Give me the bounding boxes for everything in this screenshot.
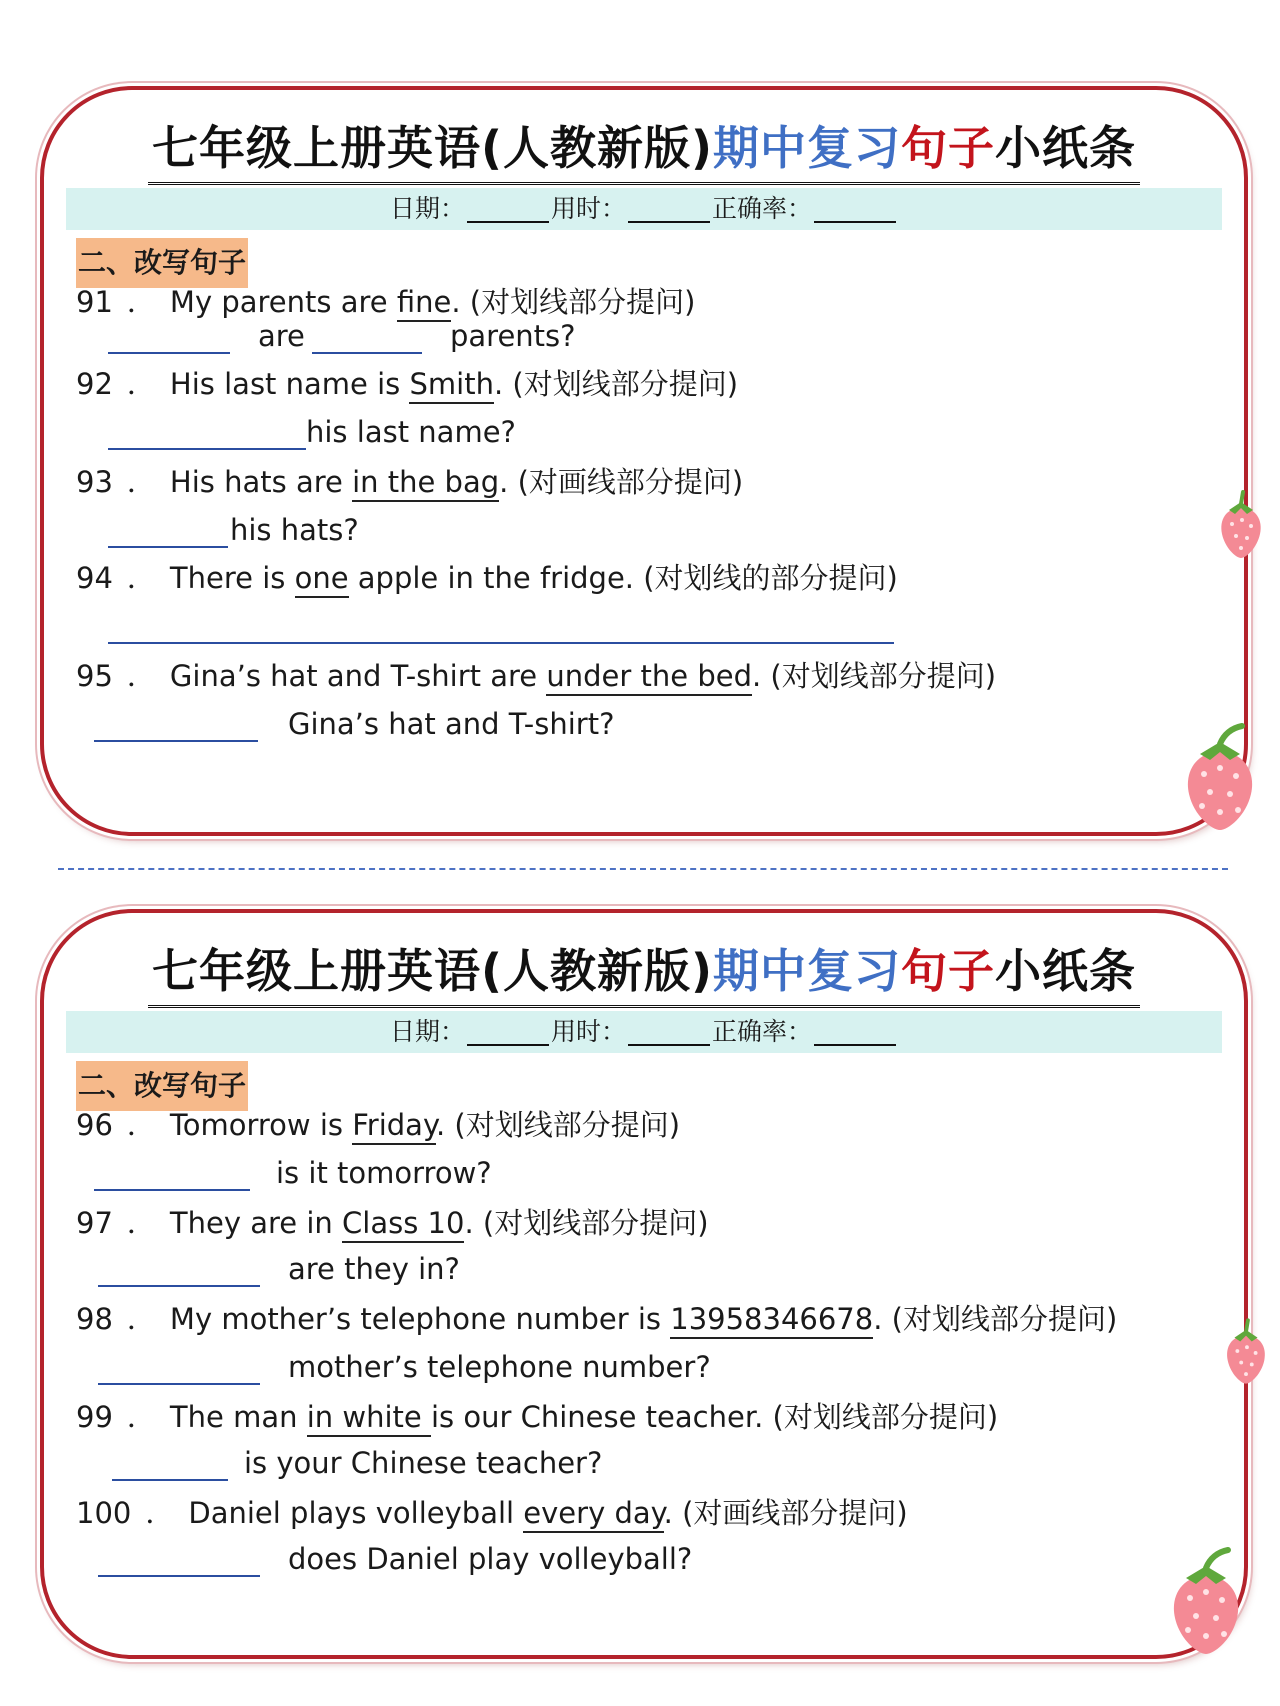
underlined-part: 13958346678 [670, 1302, 873, 1339]
answer-blank[interactable] [94, 1189, 250, 1191]
time-field[interactable] [628, 1016, 710, 1046]
question-text: Gina’s hat and T-shirt are [169, 659, 547, 693]
question-dot: ． [126, 367, 156, 401]
question-text: Tomorrow is [169, 1108, 353, 1142]
answer-text: are [258, 319, 305, 353]
question-92 [76, 364, 738, 404]
underlined-part: in white [307, 1400, 431, 1437]
question-dot: ． [126, 659, 156, 693]
date-label: 日期： [389, 1017, 465, 1046]
question-text: They are in [169, 1206, 343, 1240]
question-instruction: . (对划线部分提问) [451, 285, 696, 319]
date-label: 日期： [389, 194, 465, 223]
section-tag: 二、改写句子 [76, 1061, 248, 1111]
title-part-black-end: 小纸条 [995, 121, 1137, 175]
question-number: 99 [76, 1400, 113, 1434]
answer-blank[interactable] [112, 1479, 228, 1481]
question-instruction: . (对划线部分提问) [435, 1108, 681, 1142]
underlined-part: under the bed [546, 659, 752, 696]
question-95 [76, 656, 996, 696]
question-text: My parents are [169, 285, 397, 319]
title-part-black: 七年级上册英语(人教新版) [151, 121, 714, 175]
question-instruction: . (对划线部分提问) [873, 1302, 1118, 1336]
question-instruction: . (对划线部分提问) [493, 367, 739, 401]
underlined-part: fine [397, 285, 452, 322]
date-field[interactable] [467, 1016, 549, 1046]
date-field[interactable] [467, 193, 549, 223]
title-part-black-end: 小纸条 [995, 944, 1137, 998]
title-part-blue: 期中复习 [713, 944, 902, 998]
answer-text: his hats? [230, 513, 359, 547]
answer-blank[interactable] [312, 352, 422, 354]
question-instruction: . (对画线部分提问) [663, 1496, 908, 1530]
question-98 [76, 1299, 1117, 1339]
underlined-part: Class 10 [342, 1206, 464, 1243]
title-part-black: 七年级上册英语(人教新版) [151, 944, 714, 998]
question-number: 96 [76, 1108, 113, 1142]
time-label: 用时： [550, 1017, 626, 1046]
answer-blank[interactable] [98, 1285, 260, 1287]
question-text: Daniel plays volleyball [188, 1496, 524, 1530]
answer-blank[interactable] [98, 1575, 260, 1577]
worksheet-card-2 [40, 909, 1248, 1659]
worksheet-title [44, 941, 1244, 1008]
answer-blank-long[interactable] [108, 642, 894, 644]
underlined-part: in the bag [352, 465, 499, 502]
question-instruction: . (对划线部分提问) [464, 1206, 709, 1240]
question-dot: ． [126, 561, 156, 595]
answer-text: is your Chinese teacher? [244, 1446, 603, 1480]
question-instruction: . (对画线部分提问) [499, 465, 744, 499]
question-instruction: . (对划线部分提问) [751, 659, 997, 693]
time-label: 用时： [550, 194, 626, 223]
answer-blank[interactable] [108, 448, 306, 450]
info-bar [66, 1011, 1222, 1053]
cut-line-divider [58, 868, 1228, 870]
worksheet-card-1 [40, 86, 1248, 836]
underlined-part: Smith [409, 367, 493, 404]
title-part-blue: 期中复习 [713, 121, 902, 175]
question-text: My mother’s telephone number is [169, 1302, 671, 1336]
answer-text: is it tomorrow? [276, 1156, 492, 1190]
question-instruction: is our Chinese teacher. (对划线部分提问) [430, 1400, 999, 1434]
question-number: 94 [76, 561, 113, 595]
worksheet-title [44, 118, 1244, 185]
info-bar [66, 188, 1222, 230]
question-dot: ． [126, 1302, 156, 1336]
answer-text: parents? [450, 319, 576, 353]
question-number: 98 [76, 1302, 113, 1336]
strawberry-icon [1222, 1318, 1270, 1386]
question-number: 92 [76, 367, 113, 401]
question-100 [76, 1493, 908, 1533]
question-text: His last name is [169, 367, 410, 401]
answer-text: Gina’s hat and T-shirt? [288, 707, 615, 741]
section-tag: 二、改写句子 [76, 238, 248, 288]
answer-blank[interactable] [108, 352, 230, 354]
strawberry-icon [1180, 722, 1260, 832]
accuracy-field[interactable] [814, 193, 896, 223]
answer-blank[interactable] [98, 1383, 260, 1385]
underlined-part: one [295, 561, 349, 598]
question-dot: ． [126, 1206, 156, 1240]
question-dot: ． [126, 285, 156, 319]
question-dot: ． [126, 1108, 156, 1142]
title-part-red: 句子 [901, 944, 996, 998]
underlined-part: Friday [352, 1108, 436, 1145]
question-91 [76, 282, 695, 322]
answer-text: mother’s telephone number? [288, 1350, 711, 1384]
answer-text: his last name? [306, 415, 516, 449]
question-text: His hats are [169, 465, 353, 499]
question-instruction: apple in the fridge. (对划线的部分提问) [348, 561, 898, 595]
accuracy-field[interactable] [814, 1016, 896, 1046]
question-dot: ． [126, 1400, 156, 1434]
question-number: 97 [76, 1206, 113, 1240]
question-number: 100 [76, 1496, 132, 1530]
question-97 [76, 1203, 709, 1243]
question-dot: ． [126, 465, 156, 499]
question-number: 91 [76, 285, 113, 319]
question-96 [76, 1105, 680, 1145]
strawberry-icon [1216, 490, 1266, 560]
accuracy-label: 正确率： [712, 1017, 813, 1046]
answer-blank[interactable] [108, 546, 228, 548]
answer-text: does Daniel play volleyball? [288, 1542, 693, 1576]
question-number: 95 [76, 659, 113, 693]
question-94 [76, 558, 898, 598]
question-text: There is [169, 561, 295, 595]
question-dot: ． [145, 1496, 175, 1530]
strawberry-icon [1166, 1546, 1246, 1656]
answer-text: are they in? [288, 1252, 460, 1286]
question-93 [76, 462, 743, 502]
underlined-part: every day [523, 1496, 663, 1533]
question-99 [76, 1397, 998, 1437]
answer-blank[interactable] [94, 740, 258, 742]
question-number: 93 [76, 465, 113, 499]
accuracy-label: 正确率： [712, 194, 813, 223]
question-text: The man [169, 1400, 307, 1434]
time-field[interactable] [628, 193, 710, 223]
title-part-red: 句子 [901, 121, 996, 175]
